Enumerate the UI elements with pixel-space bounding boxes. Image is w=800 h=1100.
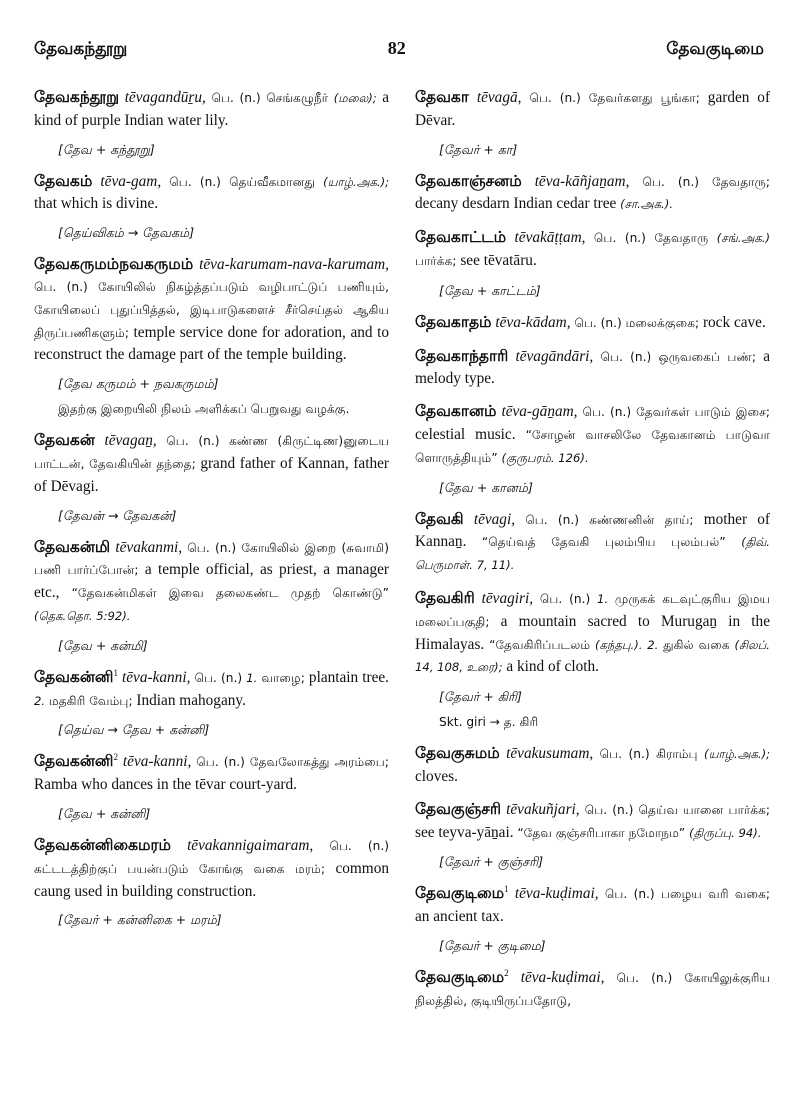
english-gloss: a kind of cloth. — [506, 658, 599, 676]
english-gloss: Ramba who dances in the tēvar court-yard. — [34, 776, 297, 794]
english-gloss: temple service done for adoration, and to reconstruct the damage part of the temple building. — [34, 323, 389, 364]
etymology: [தேவ + கன்மி] — [58, 637, 148, 653]
tamil-definition: பெ. (n.) கோயிலில் நிகழ்த்தப்படும் வழிபாட்டுப் பணியும், கோயிலைப் புதுப்பித்தல், இடிபாடுகளைச் சீர்செய்தல் ஆகிய திருப்பணிகளும்; — [34, 279, 389, 340]
dictionary-entry — [415, 171, 770, 217]
transliteration: tēvagi, — [473, 510, 516, 528]
source-reference: (சிலப். 14, 108, உரை); — [415, 637, 770, 675]
entry-body — [415, 967, 770, 1013]
headword: தேவகானம் — [415, 402, 497, 421]
tamil-definition: பெ. (n.) தேவலோகத்து அரம்பை; — [196, 755, 389, 770]
tamil-definition: பெ. (n.) தேவதாரு; — [642, 174, 771, 189]
entry-body — [415, 87, 770, 132]
transliteration: tēvakusumam, — [506, 745, 594, 763]
etymology: [தேவர் + குஞ்சரி] — [439, 854, 544, 870]
english-gloss: rock cave. — [702, 313, 766, 331]
entry-body — [34, 835, 389, 902]
headword: தேவகாதம் — [415, 312, 492, 331]
tamil-definition: பெ. (n.) செங்கழுநீர் — [211, 91, 329, 105]
source-reference: (குருபரம். 126). — [501, 450, 589, 465]
english-gloss: garden of Dēvar. — [415, 89, 771, 129]
dictionary-entry — [415, 799, 770, 873]
tamil-definition: பெ. (n.) கண்ணனின் தாய்; — [525, 512, 694, 527]
etymology: [தேவ கருமம் + நவகருமம்] — [58, 376, 219, 392]
dictionary-entry — [34, 537, 389, 656]
entry-body — [415, 227, 770, 273]
source-reference: 1. — [597, 591, 609, 606]
tamil-definition: “சோழன் வாசலிலே தேவகானம் பாடுவா ளொருத்தியும்” — [415, 427, 770, 465]
entry-body — [415, 883, 770, 928]
source-reference: (சங்.அக.) — [716, 231, 770, 246]
english-gloss: celestial music. — [415, 425, 516, 443]
source-reference: (மலை); — [333, 91, 377, 105]
english-gloss: a temple official, as priest, a manager etc., — [34, 561, 389, 602]
tamil-definition: பெ. (n.) — [539, 591, 591, 606]
entry-body — [34, 254, 389, 366]
etymology: [தேவ + கன்னி] — [58, 805, 151, 821]
tamil-definition: பெ. (n.) தேவர்களது பூங்கா; — [529, 91, 700, 105]
page-number: 82 — [387, 38, 406, 58]
etymology: [தெய்விகம் → தேவகம்] — [58, 225, 195, 241]
headword: தேவகிரி — [415, 588, 475, 607]
transliteration: tēvakannigaimaram, — [187, 836, 314, 854]
dictionary-entry — [415, 346, 770, 391]
headword: தேவகி — [415, 509, 464, 528]
entry-body — [34, 751, 389, 796]
headword: தேவகா — [415, 88, 469, 106]
english-gloss: mother of Kannaṉ. — [415, 510, 770, 551]
headword: தேவகருமம்நவகருமம் — [34, 255, 194, 274]
etymology: [தேவ + கந்தூறு] — [58, 141, 155, 157]
etymology: [தேவர் + கிரி] — [439, 689, 522, 705]
entry-body — [415, 401, 770, 469]
entry-body — [34, 87, 389, 132]
english-gloss: cloves. — [415, 767, 458, 785]
english-gloss: see tēvatāru. — [460, 251, 537, 269]
tamil-definition: துகில் வகை — [663, 637, 730, 652]
transliteration: tēva-gam, — [100, 172, 162, 190]
transliteration: tēva-karumam-nava-karumam, — [199, 256, 389, 274]
dictionary-entry — [415, 588, 770, 732]
entry-body — [415, 312, 770, 335]
transliteration: tēva-kuḍimai, — [514, 885, 599, 903]
tamil-definition: பெ. (n.) கட்டடத்திற்குப் பயன்படும் கோங்கு வகை மரம்; — [34, 838, 390, 876]
headword: தேவகுடிமை — [415, 967, 505, 986]
entry-body — [415, 171, 770, 217]
source-reference: 1. — [246, 670, 258, 685]
english-gloss: common caung used in building construction. — [34, 859, 389, 900]
transliteration: tēvagaṉ, — [104, 432, 157, 450]
dictionary-entry — [34, 171, 389, 244]
source-reference: (கந்தபு.). — [594, 637, 643, 652]
tamil-definition: பெ. (n.) கிராம்பு — [599, 747, 698, 762]
headword: தேவகம் — [34, 171, 93, 190]
english-gloss: Indian mahogany. — [136, 691, 246, 709]
dictionary-entry — [415, 227, 770, 301]
source-reference: (சா.அக.). — [620, 197, 674, 212]
etymology: [தேவன் → தேவகன்] — [58, 507, 177, 523]
dictionary-entry — [34, 835, 389, 930]
transliteration: tēvakuñjari, — [506, 800, 580, 818]
tamil-definition: பெ. (n.) தெய்வ யானை பார்க்க; — [584, 802, 770, 817]
transliteration: tēva-kanni, — [122, 753, 192, 771]
headword: தேவகந்தூறு — [34, 88, 120, 106]
tamil-definition: முருகக் கடவுட்குரிய இமய மலைப்பகுதி; — [415, 591, 771, 629]
transliteration: tēva-gāṉam, — [501, 403, 578, 421]
headword: தேவகன்னி — [34, 667, 114, 686]
transliteration: tēvagāndāri, — [515, 347, 594, 365]
tamil-definition: “தேவகன்மிகள் இவை தலைகண்ட முதற் கொண்டு” — [71, 586, 390, 601]
english-gloss: a melody type. — [415, 347, 771, 388]
etymology: [தேவர் + குடிமை] — [439, 937, 546, 953]
english-gloss: an ancient tax. — [415, 908, 504, 926]
headword: தேவகாந்தாரி — [415, 346, 509, 365]
tamil-definition: பெ. (n.) பழைய வரி வகை; — [604, 887, 770, 902]
header-left-guideword: தேவகந்தூறு — [34, 39, 128, 59]
entry-body — [34, 430, 389, 497]
dictionary-entry — [34, 751, 389, 824]
transliteration: tēva-kādam, — [495, 313, 571, 331]
tamil-definition: “தேவகிரிப்படலம் — [489, 637, 591, 652]
dictionary-entry — [415, 312, 770, 335]
page-header — [34, 38, 770, 61]
tamil-definition: பெ. (n.) ஒருவகைப் பண்; — [600, 349, 756, 364]
homonym-number: 2 — [504, 967, 509, 978]
left-column — [34, 87, 389, 1024]
right-column — [415, 87, 770, 1024]
entry-body — [415, 346, 770, 391]
entry-body — [34, 171, 389, 216]
transliteration: tēvakāṭṭam, — [514, 229, 586, 247]
headword: தேவகன்னிகைமரம் — [34, 835, 171, 854]
dictionary-entry — [415, 967, 770, 1013]
source-reference: (யாழ்.அக.); — [704, 747, 770, 762]
source-reference: 2. — [647, 637, 659, 652]
transliteration: tēva-kuḍimai, — [520, 968, 605, 986]
transliteration: tēva-kāñjaṉam, — [534, 172, 630, 190]
source-reference: (தெக.தொ. 5:92). — [34, 608, 131, 623]
entry-body — [415, 509, 770, 577]
transliteration: tēvagiri, — [481, 589, 534, 607]
entry-body — [415, 588, 770, 679]
dictionary-entry — [34, 667, 389, 741]
etymology: [தேவர் + கா] — [439, 141, 518, 157]
tamil-definition: பெ. (n.) கோயிலுக்குரிய நிலத்தில், குடியிருப்பதோடு, — [415, 970, 771, 1008]
headword: தேவகன்னி — [34, 752, 114, 771]
english-gloss: plantain tree. — [308, 668, 390, 686]
entry-body — [34, 667, 389, 713]
dictionary-entry — [415, 743, 770, 788]
source-reference: (யாழ்.அக.); — [323, 174, 390, 189]
header-right-guideword: தேவகுடிமை — [666, 39, 764, 59]
homonym-number: 1 — [504, 884, 509, 895]
etymology: [தேவர் + கன்னிகை + மரம்] — [58, 912, 222, 928]
tamil-definition: “தேவ குஞ்சரிபாகா நமோநம” — [517, 825, 686, 840]
etymology: [தேவ + கானம்] — [439, 479, 533, 495]
tamil-definition: பெ. (n.) கோயிலில் இறை (சுவாமி) பணி பார்ப்போன்; — [34, 540, 389, 578]
headword: தேவகுடிமை — [415, 884, 505, 903]
headword: தேவகுஞ்சரி — [415, 799, 502, 818]
tamil-definition: பெ. (n.) கண்ண (கிருட்டிண)னுடைய பாட்டன், தேவகியின் தந்தை; — [34, 434, 390, 471]
tamil-definition: பெ. (n.) மலைக்குகை; — [574, 315, 700, 330]
transliteration: tēvagā, — [476, 89, 522, 106]
dictionary-entry — [34, 254, 389, 419]
entry-columns — [34, 87, 770, 1024]
usage-note: இதற்கு இறையிலி நிலம் அளிக்கப் பெறுவது வழக்கு. — [58, 402, 350, 417]
dictionary-entry — [415, 883, 770, 956]
english-gloss: a kind of purple Indian water lily. — [34, 89, 390, 129]
english-gloss: a mountain sacred to Murugaṉ in the Himalayas. — [415, 612, 770, 653]
dictionary-entry — [415, 509, 770, 577]
homonym-number: 2 — [113, 752, 118, 763]
homonym-number: 1 — [113, 667, 118, 678]
transliteration: tēva-kanni, — [122, 668, 191, 686]
english-gloss: decany desdarn Indian cedar tree — [415, 195, 617, 213]
source-reference: (திவ். பெருமாள். 7, 11). — [415, 535, 770, 573]
tamil-definition: பெ. (n.) தேவதாரு — [593, 231, 709, 246]
tamil-definition: பெ. (n.) தேவர்கள் பாடும் இசை; — [582, 405, 770, 420]
headword: தேவகன் — [34, 431, 95, 450]
dictionary-entry — [415, 87, 770, 160]
source-reference: 2. — [34, 693, 46, 708]
headword: தேவகன்மி — [34, 537, 111, 556]
headword: தேவகாட்டம் — [415, 228, 507, 247]
dictionary-entry — [34, 430, 389, 525]
etymology: [தெய்வ → தேவ + கன்னி] — [58, 722, 210, 738]
tamil-definition: பெ. (n.) தெய்வீகமானது — [169, 174, 315, 189]
usage-note: Skt. giri → த. கிரி — [439, 715, 539, 730]
transliteration: tēvagandūṟu, — [124, 89, 206, 106]
dictionary-entry — [415, 401, 770, 497]
etymology: [தேவ + காட்டம்] — [439, 282, 541, 298]
headword: தேவகாஞ்சனம் — [415, 171, 522, 190]
dictionary-entry — [34, 87, 389, 160]
entry-body — [415, 799, 770, 845]
tamil-definition: பார்க்க; — [415, 253, 457, 268]
english-gloss: grand father of Kannan, father of Dēvagi. — [34, 454, 389, 495]
tamil-definition: மதகிரி வேம்பு; — [48, 693, 133, 708]
entry-body — [415, 743, 770, 788]
tamil-definition: “தெய்வத் தேவகி புலம்பிய புலம்பல்” — [481, 535, 726, 550]
tamil-definition: வாழை; — [261, 670, 305, 685]
entry-body — [34, 537, 389, 628]
tamil-definition: பெ. (n.) — [194, 670, 243, 685]
english-gloss: that which is divine. — [34, 195, 159, 213]
english-gloss: see teyva-yāṉai. — [415, 823, 514, 841]
headword: தேவகுசுமம் — [415, 744, 500, 763]
transliteration: tēvakanmi, — [115, 538, 183, 556]
source-reference: (திருப்பு. 94). — [689, 825, 762, 840]
